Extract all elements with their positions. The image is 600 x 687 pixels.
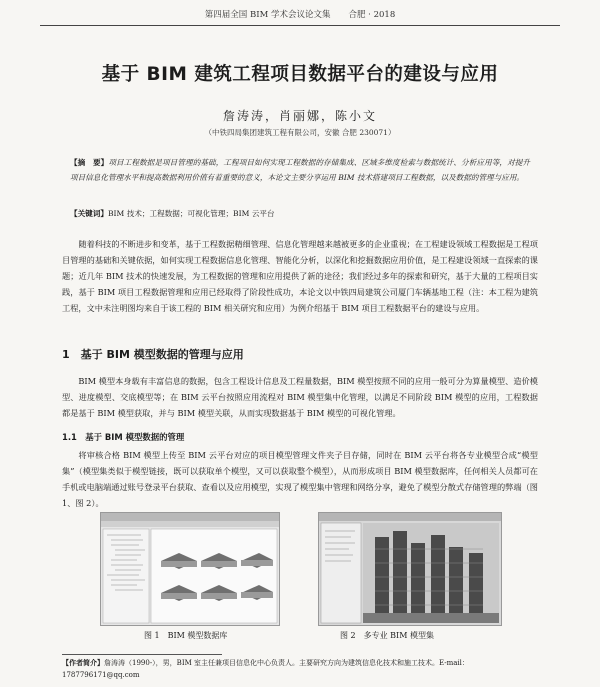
figure-2-illustration bbox=[319, 513, 501, 625]
paper-affiliation: （中铁四局集团建筑工程有限公司，安徽 合肥 230071） bbox=[204, 128, 396, 137]
footnote-rule bbox=[62, 654, 222, 655]
header-rule bbox=[40, 25, 560, 26]
figure-1-illustration bbox=[101, 513, 279, 625]
figure-2-caption: 图 2 多专业 BIM 模型集 bbox=[340, 631, 434, 640]
paper-title: 基于 BIM 建筑工程项目数据平台的建设与应用 bbox=[101, 64, 499, 85]
abstract-text: 项目工程数据是项目管理的基础，工程项目如何实现工程数据的存储集成、区域多维度检索与数据统计、分析应用等，对提升项目信息化管理水平和提高数据利用价值有着重要的意义，本论文主要分享运用 BIM 技术搭建项目工程数据，以及数据的管理与应用。 bbox=[70, 158, 530, 182]
keywords-label: 【关键词】 bbox=[70, 209, 108, 218]
running-header bbox=[40, 8, 560, 24]
subsection-heading-1-1: 1.1 基于 BIM 模型数据的管理 bbox=[62, 432, 185, 442]
keywords-text: BIM 技术；工程数据；可视化管理；BIM 云平台 bbox=[107, 209, 275, 218]
figure-1-image bbox=[100, 512, 280, 626]
section-1-paragraph: BIM 模型本身载有丰富信息的数据，包含工程设计信息及工程量数据，BIM 模型按照不同的应用一般可分为算量模型、造价模型、进度模型、交底模型等；在 BIM 云平台按照应用流程对 BIM 模型集中化管理，以满足不同阶段 BIM 模型的应用，工程数据都是基于 BIM 模型获取，并与 BIM 模型关联，从而实现数据基于 BIM 模型的可视化管理。 bbox=[62, 376, 538, 418]
paper-authors: 詹涛涛，肖丽娜，陈小文 bbox=[222, 109, 377, 123]
keywords bbox=[70, 208, 530, 219]
footnote-text: 詹涛涛（1990-），男，BIM 室主任兼项目信息化中心负责人。主要研究方向为建筑信息化技术和施工技术。E-mail：1787796171@qq.com bbox=[62, 659, 469, 679]
figure-1-caption: 图 1 BIM 模型数据库 bbox=[144, 631, 228, 640]
footnote-label: 【作者简介】 bbox=[62, 658, 104, 667]
header-place-year: 合肥 · 2018 bbox=[348, 10, 396, 20]
subsection-1-1-paragraph: 将审核合格 BIM 模型上传至 BIM 云平台对应的项目模型管理文件夹子目存储，同时在 BIM 云平台将各专业模型合成“模型集”（模型集类似于模型链接，既可以获取单个模型，又可以获取整个模型），从而形成项目 BIM 模型数据库，任何相关人员都可在手机或电脑端通过账号登录平台获取、查看以及应用模型，实现了模型集中管理和网络分享，避免了模型分散式存储管理的弊端（图 1、图 2）。 bbox=[62, 450, 538, 508]
figure-2-image bbox=[318, 512, 502, 626]
header-conference: 第四届全国 BIM 学术会议论文集 bbox=[204, 10, 331, 20]
abstract bbox=[70, 156, 530, 185]
intro-paragraph: 随着科技的不断进步和变革，基于工程数据精细管理、信息化管理越来越被更多的企业重视；在工程建设领域工程数据是工程项目管理的基础和关键依据，如何实现工程数据信息化管理、智能化分析，以深化和挖掘数据应用价值，是工程建设领域一直探索的课题；近几年 BIM 技术的快速发展，为工程数据的管理和应用提供了新的途径；我们经过多年的探索和研究，基于大量的工程项目实践，基于 BIM 项目工程数据管理和应用已经取得了阶段性成功，本论文以中铁四局建筑公司厦门车辆基地工程（注：本工程为建筑工程，文中未注明图均来自于该工程的 BIM 相关研究和应用）为例介绍基于 BIM 项目工程数据平台的建设与应用。 bbox=[62, 239, 538, 313]
author-footnote bbox=[62, 657, 538, 681]
abstract-label: 【摘 要】 bbox=[70, 158, 109, 167]
section-heading-1: 1 基于 BIM 模型数据的管理与应用 bbox=[62, 348, 244, 361]
